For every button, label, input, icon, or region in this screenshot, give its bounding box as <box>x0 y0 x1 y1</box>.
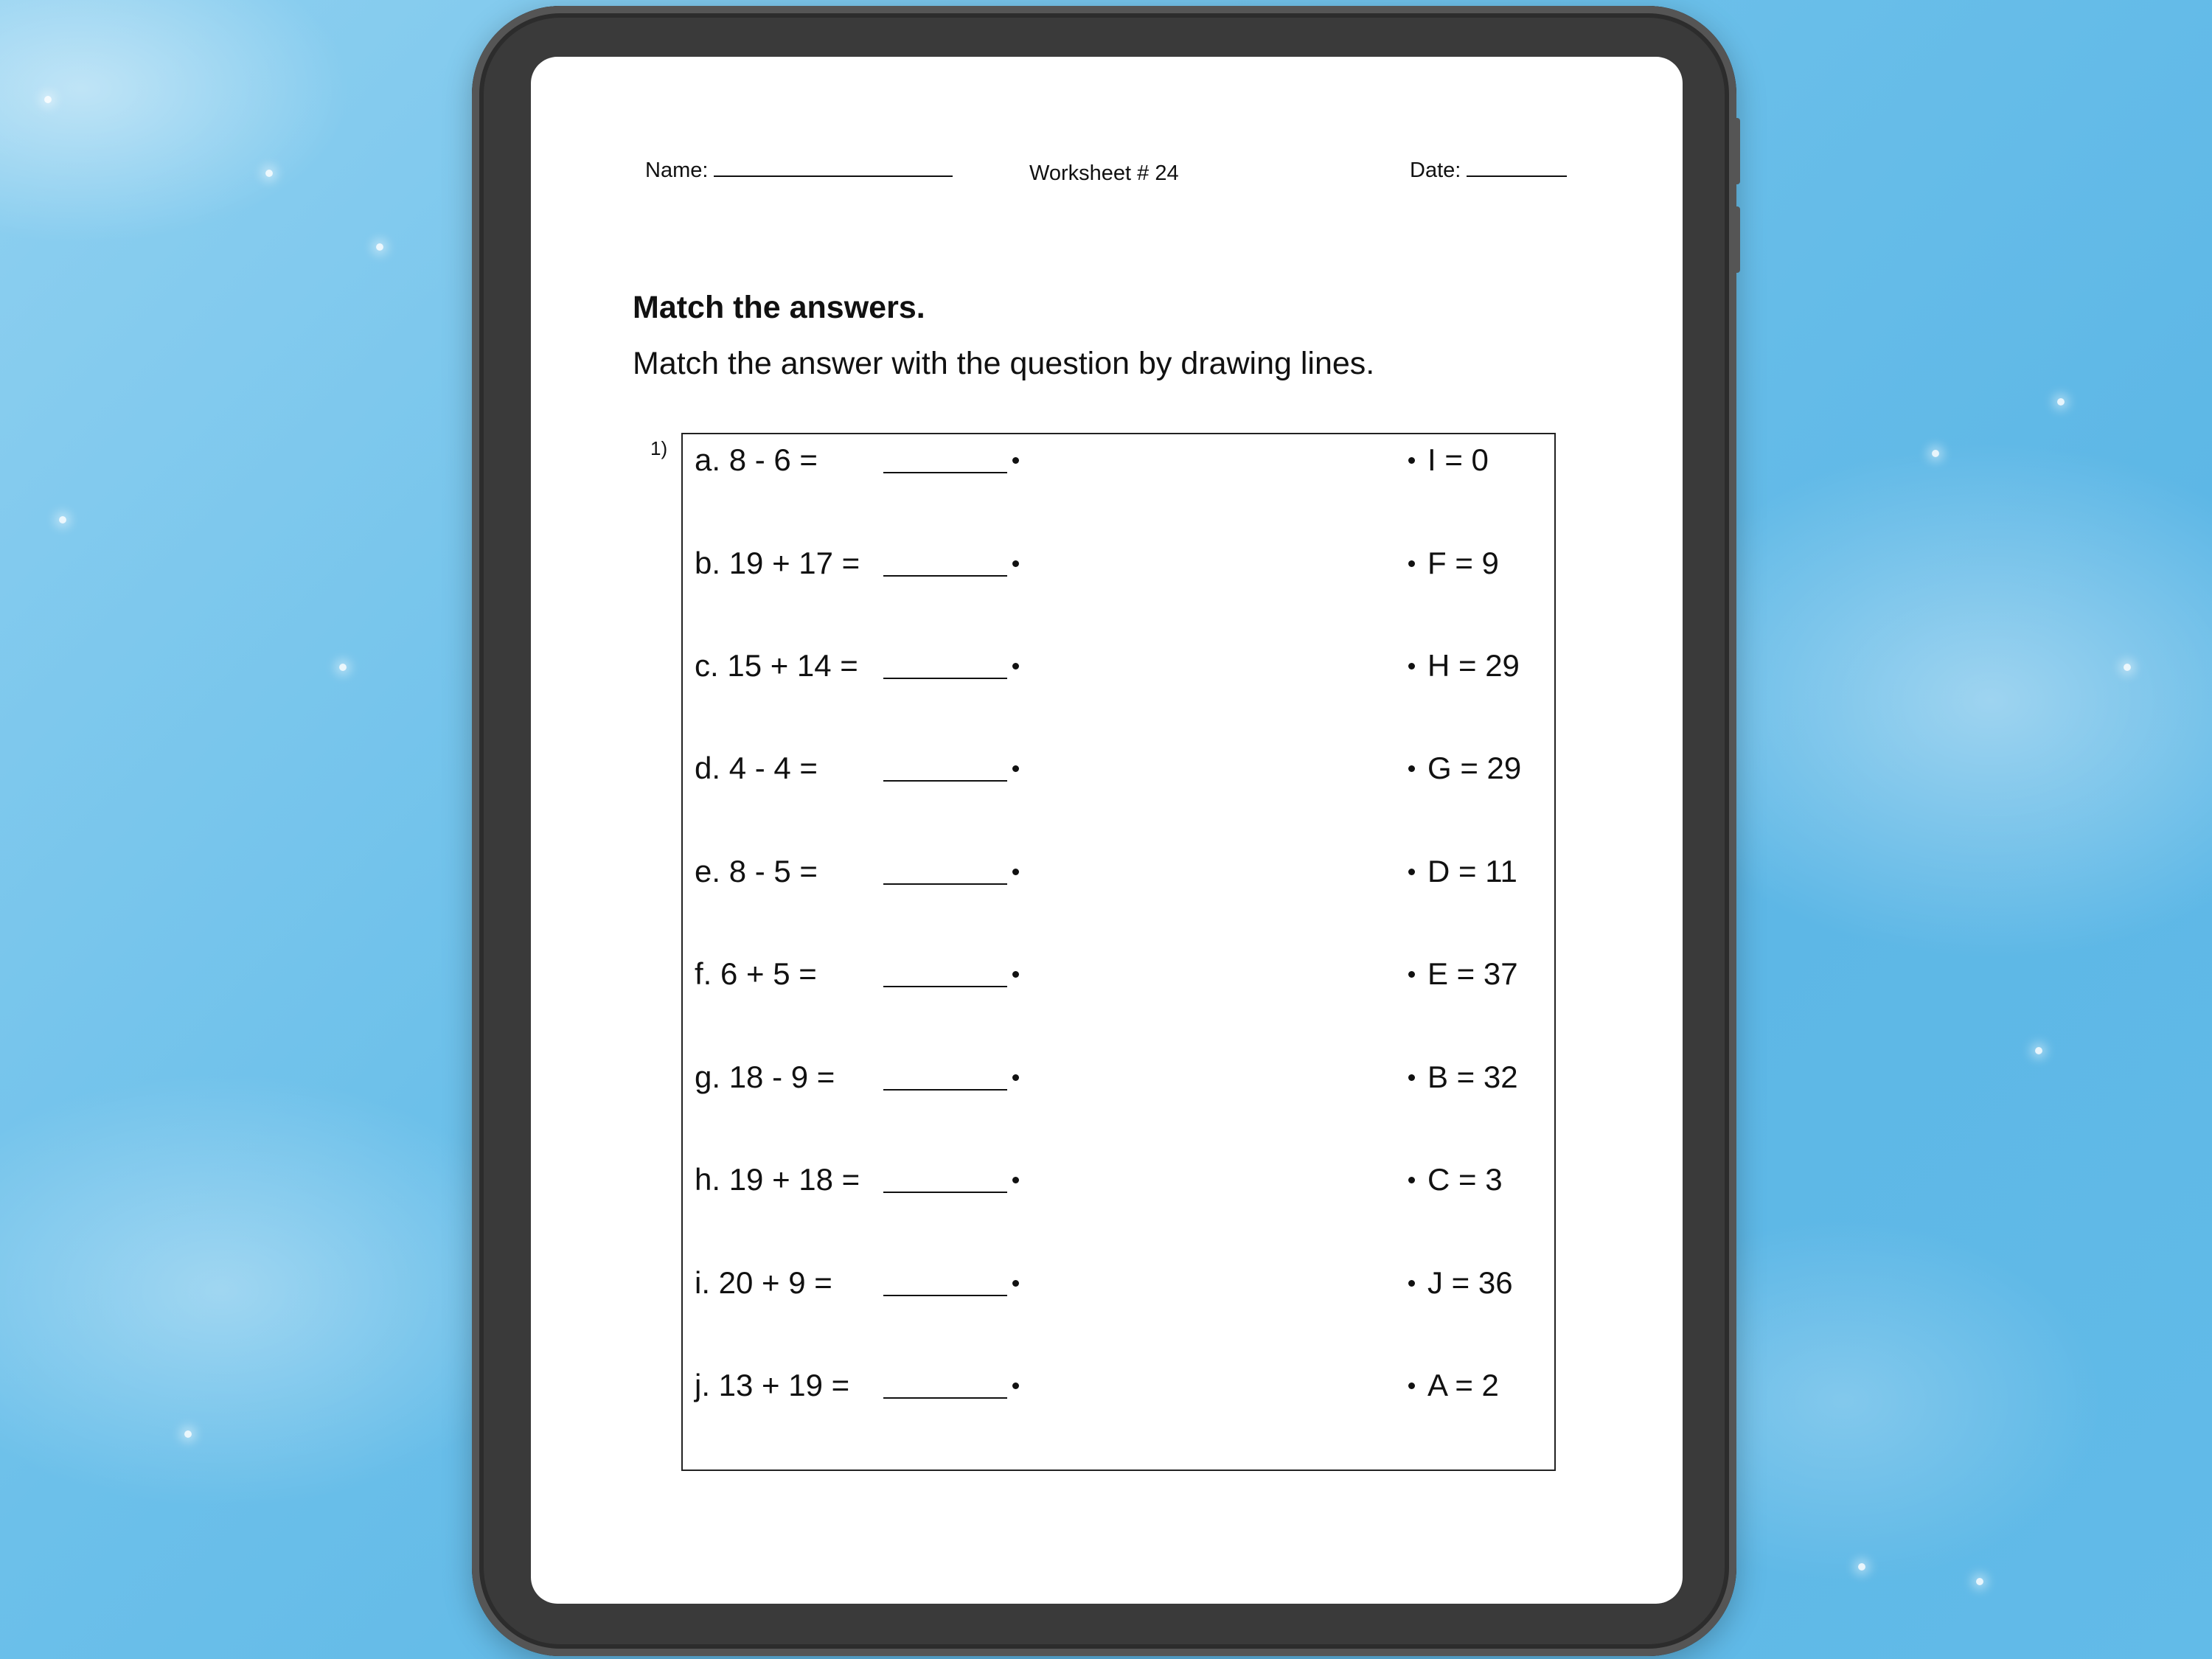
question-item <box>695 1158 1019 1202</box>
answer-text: G = 29 <box>1427 751 1522 785</box>
match-row <box>683 952 1554 996</box>
tablet-side-button <box>1733 118 1740 184</box>
name-blank <box>714 159 953 177</box>
question-item <box>695 541 1019 585</box>
answer-text: I = 0 <box>1427 442 1489 477</box>
question-dot[interactable] <box>1012 765 1019 772</box>
answer-blank[interactable] <box>883 678 1007 679</box>
answer-dot[interactable] <box>1408 663 1415 669</box>
answer-dot[interactable] <box>1408 971 1415 978</box>
answer-text: F = 9 <box>1427 546 1499 580</box>
answer-blank[interactable] <box>883 1397 1007 1399</box>
answer-dot[interactable] <box>1408 1280 1415 1287</box>
answer-text: E = 37 <box>1427 956 1518 991</box>
question-item <box>695 1055 1019 1099</box>
question-text: b. 19 + 17 = <box>695 546 860 580</box>
match-row <box>683 746 1554 790</box>
match-row <box>683 1363 1554 1408</box>
sparkle <box>59 516 66 524</box>
answer-dot[interactable] <box>1408 1382 1415 1389</box>
question-item <box>695 644 1019 688</box>
worksheet-title: Worksheet # 24 <box>1029 161 1179 185</box>
answer-blank[interactable] <box>883 1089 1007 1091</box>
match-row <box>683 541 1554 585</box>
answer-text: J = 36 <box>1427 1265 1513 1300</box>
sparkle <box>184 1430 192 1438</box>
answer-blank[interactable] <box>883 780 1007 782</box>
answer-text: C = 3 <box>1427 1162 1503 1197</box>
answer-dot[interactable] <box>1408 560 1415 567</box>
answer-dot[interactable] <box>1408 765 1415 772</box>
question-text: d. 4 - 4 = <box>695 751 818 785</box>
question-dot[interactable] <box>1012 663 1019 669</box>
sparkle <box>1858 1563 1865 1571</box>
sparkle <box>2124 664 2131 671</box>
question-item <box>695 746 1019 790</box>
question-text: h. 19 + 18 = <box>695 1162 860 1197</box>
question-number: 1) <box>650 437 668 459</box>
question-dot[interactable] <box>1012 869 1019 875</box>
question-dot[interactable] <box>1012 1074 1019 1081</box>
answer-dot[interactable] <box>1408 869 1415 875</box>
question-text: g. 18 - 9 = <box>695 1060 835 1094</box>
date-header <box>1410 159 1567 183</box>
match-row <box>683 1158 1554 1202</box>
match-row <box>683 438 1554 482</box>
sparkle <box>339 664 347 671</box>
sparkle <box>265 170 273 177</box>
question-dot[interactable] <box>1012 1177 1019 1183</box>
date-blank <box>1467 159 1567 177</box>
question-text: f. 6 + 5 = <box>695 956 817 991</box>
answer-text: D = 11 <box>1427 854 1517 888</box>
question-item <box>695 849 1019 894</box>
answer-blank[interactable] <box>883 1295 1007 1296</box>
match-row <box>683 644 1554 688</box>
question-dot[interactable] <box>1012 1280 1019 1287</box>
question-item <box>695 1363 1019 1408</box>
question-item <box>695 952 1019 996</box>
answer-text: H = 29 <box>1427 648 1520 683</box>
answer-text: A = 2 <box>1427 1368 1499 1402</box>
answer-blank[interactable] <box>883 986 1007 987</box>
question-text: a. 8 - 6 = <box>695 442 818 477</box>
matching-box <box>681 433 1556 1471</box>
sparkle <box>2035 1047 2042 1054</box>
instructions: Match the answer with the question by drawing lines. <box>633 346 1375 381</box>
answer-dot[interactable] <box>1408 1177 1415 1183</box>
sparkle <box>1976 1578 1983 1585</box>
name-header <box>645 159 953 183</box>
sparkle <box>1932 450 1939 457</box>
tablet-side-button <box>1733 206 1740 273</box>
question-dot[interactable] <box>1012 1382 1019 1389</box>
question-text: c. 15 + 14 = <box>695 648 858 683</box>
answer-blank[interactable] <box>883 575 1007 577</box>
answer-blank[interactable] <box>883 1192 1007 1193</box>
question-text: e. 8 - 5 = <box>695 854 818 888</box>
question-text: j. 13 + 19 = <box>695 1368 850 1402</box>
question-item <box>695 1261 1019 1305</box>
question-item <box>695 438 1019 482</box>
answer-blank[interactable] <box>883 472 1007 473</box>
match-row <box>683 849 1554 894</box>
section-heading: Match the answers. <box>633 290 925 325</box>
question-dot[interactable] <box>1012 457 1019 464</box>
name-label: Name: <box>645 159 709 182</box>
question-text: i. 20 + 9 = <box>695 1265 832 1300</box>
sparkle <box>376 243 383 251</box>
worksheet-page <box>531 57 1683 1604</box>
sparkle <box>44 96 52 103</box>
match-row <box>683 1055 1554 1099</box>
answer-blank[interactable] <box>883 883 1007 885</box>
match-row <box>683 1261 1554 1305</box>
question-dot[interactable] <box>1012 560 1019 567</box>
answer-text: B = 32 <box>1427 1060 1518 1094</box>
date-label: Date: <box>1410 159 1461 182</box>
sparkle <box>2057 398 2065 406</box>
answer-dot[interactable] <box>1408 457 1415 464</box>
answer-dot[interactable] <box>1408 1074 1415 1081</box>
question-dot[interactable] <box>1012 971 1019 978</box>
